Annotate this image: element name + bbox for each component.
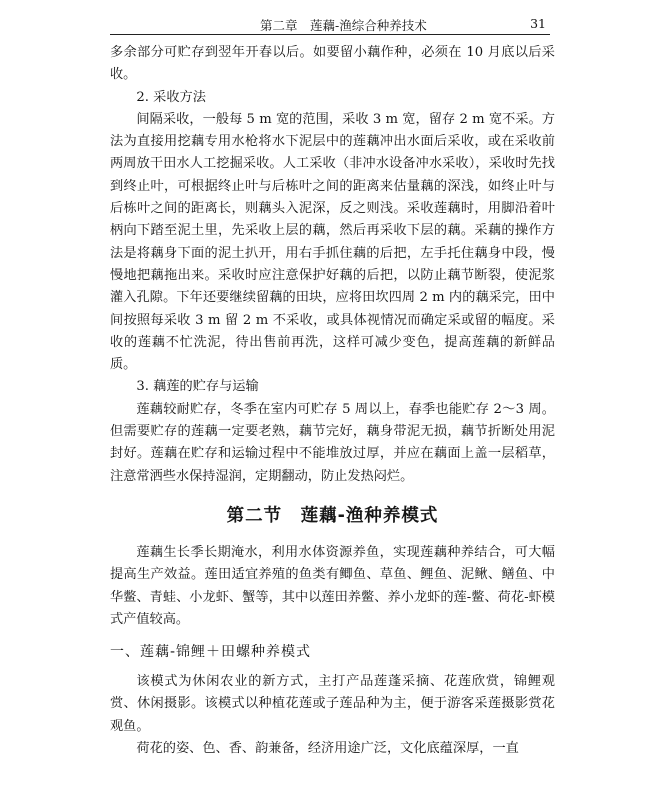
chapter-title: 第二章 莲藕-渔综合种养技术 xyxy=(260,18,427,33)
page-number: 31 xyxy=(530,16,546,31)
paragraph-section-intro: 莲藕生长季长期淹水，利用水体资源养鱼，实现莲藕种养结合，可大幅提高生产效益。莲田适宜养殖的鱼类有鲫鱼、草鱼、鲤鱼、泥鳅、鳝鱼、中华鳖、青蛙、小龙虾、蟹等，其中以莲田养鳖、养小龙虾的莲-鳖、荷花-虾模式产值较高。 xyxy=(110,544,555,627)
paragraph-harvest-method: 间隔采收，一般每 5 m 宽的范围，采收 3 m 宽，留存 2 m 宽不采。方法为直接用挖藕专用水枪将水下泥层中的莲藕冲出水面后采收，或在采收前两周放干田水人工挖掘采收。人工采收（非冲水设备冲水采收），采收时先找到终止叶，可根据终止叶与后栋叶之间的距离来估量藕的深浅，如终止叶与后栋叶之间的距离长，则藕头入泥深，反之则浅。采收莲藕时，用脚沿着叶柄向下踏至泥土里，先采收上层的藕，然后再采收下层的藕。采藕的操作方法是将藕身下面的泥土扒开，用右手抓住藕的后把，左手托住藕身中段，慢慢地把藕拖出来。采收时应注意保护好藕的后把，以防止藕节断裂，使泥浆灌入孔隙。下年还要继续留藕的田块，应将田坎四周 2 m 内的藕采完，田中间按照每采收 3 m 留 2 m 不采收，或具体视情况而确定采或留的幅度。采收的莲藕不忙洗泥，待出售前再洗，这样可减少变色，提高莲藕的新鲜品质。 xyxy=(110,111,555,373)
heading-harvest-method: 2. 采收方法 xyxy=(136,89,206,105)
page-body xyxy=(110,42,555,760)
running-header xyxy=(110,14,550,35)
section-title: 第二节 莲藕-渔种养模式 xyxy=(226,505,439,526)
paragraph-lotus-intro: 荷花的姿、色、香、韵兼备，经济用途广泛，文化底蕴深厚，一直 xyxy=(136,741,519,757)
heading-storage-transport: 3. 藕莲的贮存与运输 xyxy=(136,379,259,395)
paragraph-mode-description: 该模式为休闲农业的新方式，主打产品莲蓬采摘、花莲欣赏，锦鲤观赏、休闲摄影。该模式以种植花莲或子莲品种为主，便于游客采莲摄影赏花观鱼。 xyxy=(110,674,555,734)
paragraph-continuation: 多余部分可贮存到翌年开春以后。如要留小藕作种，必须在 10 月底以后采收。 xyxy=(110,45,555,83)
subsection-title: 一、莲藕-锦鲤＋田螺种养模式 xyxy=(110,644,312,661)
paragraph-storage-transport: 莲藕较耐贮存，冬季在室内可贮存 5 周以上，春季也能贮存 2～3 周。但需要贮存的莲藕一定要老熟，藕节完好，藕身带泥无损，藕节折断处用泥封好。莲藕在贮存和运输过程中不能堆放过厚，并应在藕面上盖一层稻草，注意常洒些水保持湿润，定期翻动，防止发热闷烂。 xyxy=(110,401,555,484)
